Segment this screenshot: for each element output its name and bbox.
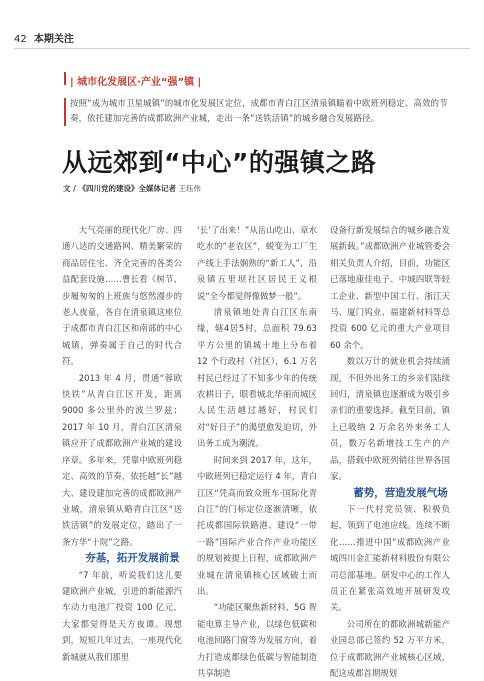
byline-label: 文 / 《四川党的建设》全媒体记者 — [63, 184, 176, 193]
paragraph: ‘长’了出来！”从岳山吃山、章水吃水的“老农区”，蜕变为工厂生产线上手法娴熟的“新工人”，沿泉镇五里坝社区居民王义根说“全今都觉得像做梦一般”。 — [197, 225, 317, 301]
paragraph: 清泉镇地处青白江区东南缘，辖4居5村，总面积 79.63 平方公里的镇城十地上分布着 12 个行政村（社区），6.1 万名村民已经过了不知多少年的传统农耕日子，眼看城北华丽而城区人民生活越过越好，村民们对“好日子”的渴望愈发迫切，外出务工成为潮流。 — [197, 307, 317, 449]
column-3 — [330, 222, 450, 681]
intro-accent-bar — [64, 98, 66, 126]
section-name: 本期关注 — [33, 34, 74, 45]
paragraph: “7 年前，听说我们这儿要建欧洲产业城，引进的新能源汽车动力电池厂投资 100 亿元，大家都觉得是天方夜谭。现想到，短短几年过去，一座现代化新城就从我们那里 — [62, 569, 182, 662]
paragraph: 数以万计的就业机会持续涌现，不但外出务工的乡亲们陆续回归，清泉镇也逐渐成为吸引乡亲们的重要选择。截至目前，镇上已吸纳 2 万余名外来务工人员，数万名新增技工生产的产品，搭载中欧班列销往世界各国家。 — [330, 356, 450, 482]
byline-author: 王珏伟 — [178, 184, 201, 193]
paragraph: 大气亮丽的现代化厂房、四通八达的交通路网、精美繁荣的商品居住宅、齐全完善的各类公益配套设施……曹长看《树节、步履匆匆的上班族与悠然漫步的老人夜童，各自在清泉镇这座位于成都市青白江区和南部的中心城镇，弹奏属于自己的时代合符。 — [62, 225, 182, 367]
byline — [63, 183, 201, 194]
paragraph: 下一代村党员领、积极负起，领到了电池应线。连续不断化……推进中国“成都欧洲产业城四川金汇能新材料股份有限公司总部基地。研发中心的工作人员正在紧张高效地开展研发攻关。 — [330, 503, 450, 613]
header-divider — [14, 48, 470, 49]
page-number: 42 — [14, 34, 27, 45]
paragraph: “功能区聚焦新材料、5G 智能电算主导产业，以绿色低碳和电池回路门窗等为发展方向，着力打造成都绿色低碳与智能制造共享制造 — [197, 602, 317, 678]
paragraph: 设备行新发展综合的城乡融合发展新载。”成都欧洲产业城管委会相关负责人介绍，目前，功能区已落地康佳电子、中城四联等轻工企业、新型中国工行、浙江天马、厦门钨业、福建新材料等总投资 600 亿元的重大产业项目 60 余个。 — [330, 225, 450, 350]
section-subhead: 夯基，拓开发展前景 — [85, 552, 180, 565]
column-1 — [62, 222, 182, 665]
intro-paragraph: 按照“成为城市卫星城镇”的城市化发展区定位，成都市青白江区清泉镇瞄着中欧班列稳定、高效的节奏，依托建加完善的成都欧洲产业城，走出一条“送铁活镇”的城乡融合发展路径。 — [70, 98, 448, 123]
paragraph: 公司所在的都欧洲城新能产业园总部已签约 52 万平方米，位于成都欧洲产业城核心区域，配这成都首期规划 — [330, 618, 450, 678]
running-header — [14, 30, 74, 45]
paragraph: 时间来到 2017 年，这年，中欧班列已稳定运行 4 年，青白江区“凭高而致众班车·国际化青白江”的门标定位逐渐清晰，依托成都国际铁路港、建设“一带一路”国际产业合作产业功能区的规划被提上日程，成都欧洲产业城在清泉镇核心区域破土而出。 — [197, 454, 317, 596]
column-2 — [197, 222, 317, 681]
section-subhead: 蓄势，营造发展气场 — [353, 486, 448, 499]
article-title: 从远郊到“中心”的强镇之路 — [62, 148, 377, 177]
category-kicker: | 城市化发展区·产业“强”镇 | — [70, 77, 202, 88]
kicker-accent-bar — [64, 72, 66, 85]
paragraph: 2013 年 4 月，贯通“蓉欧快铁”从青白江区开发，距离 9000 多公里外的波兰罗兹；2017 年 10 月，青白江区清泉镇应开了成都欧洲产业城的建设序章。多年来，凭靠中欧班列稳定、高效的节奏，依托越“长”越大、建设建加完善的成都欧洲产业城，清泉镇从略青白江区“送铁活镇”的发展定位，踏出了一条方华“十院”之路。 — [62, 372, 182, 547]
